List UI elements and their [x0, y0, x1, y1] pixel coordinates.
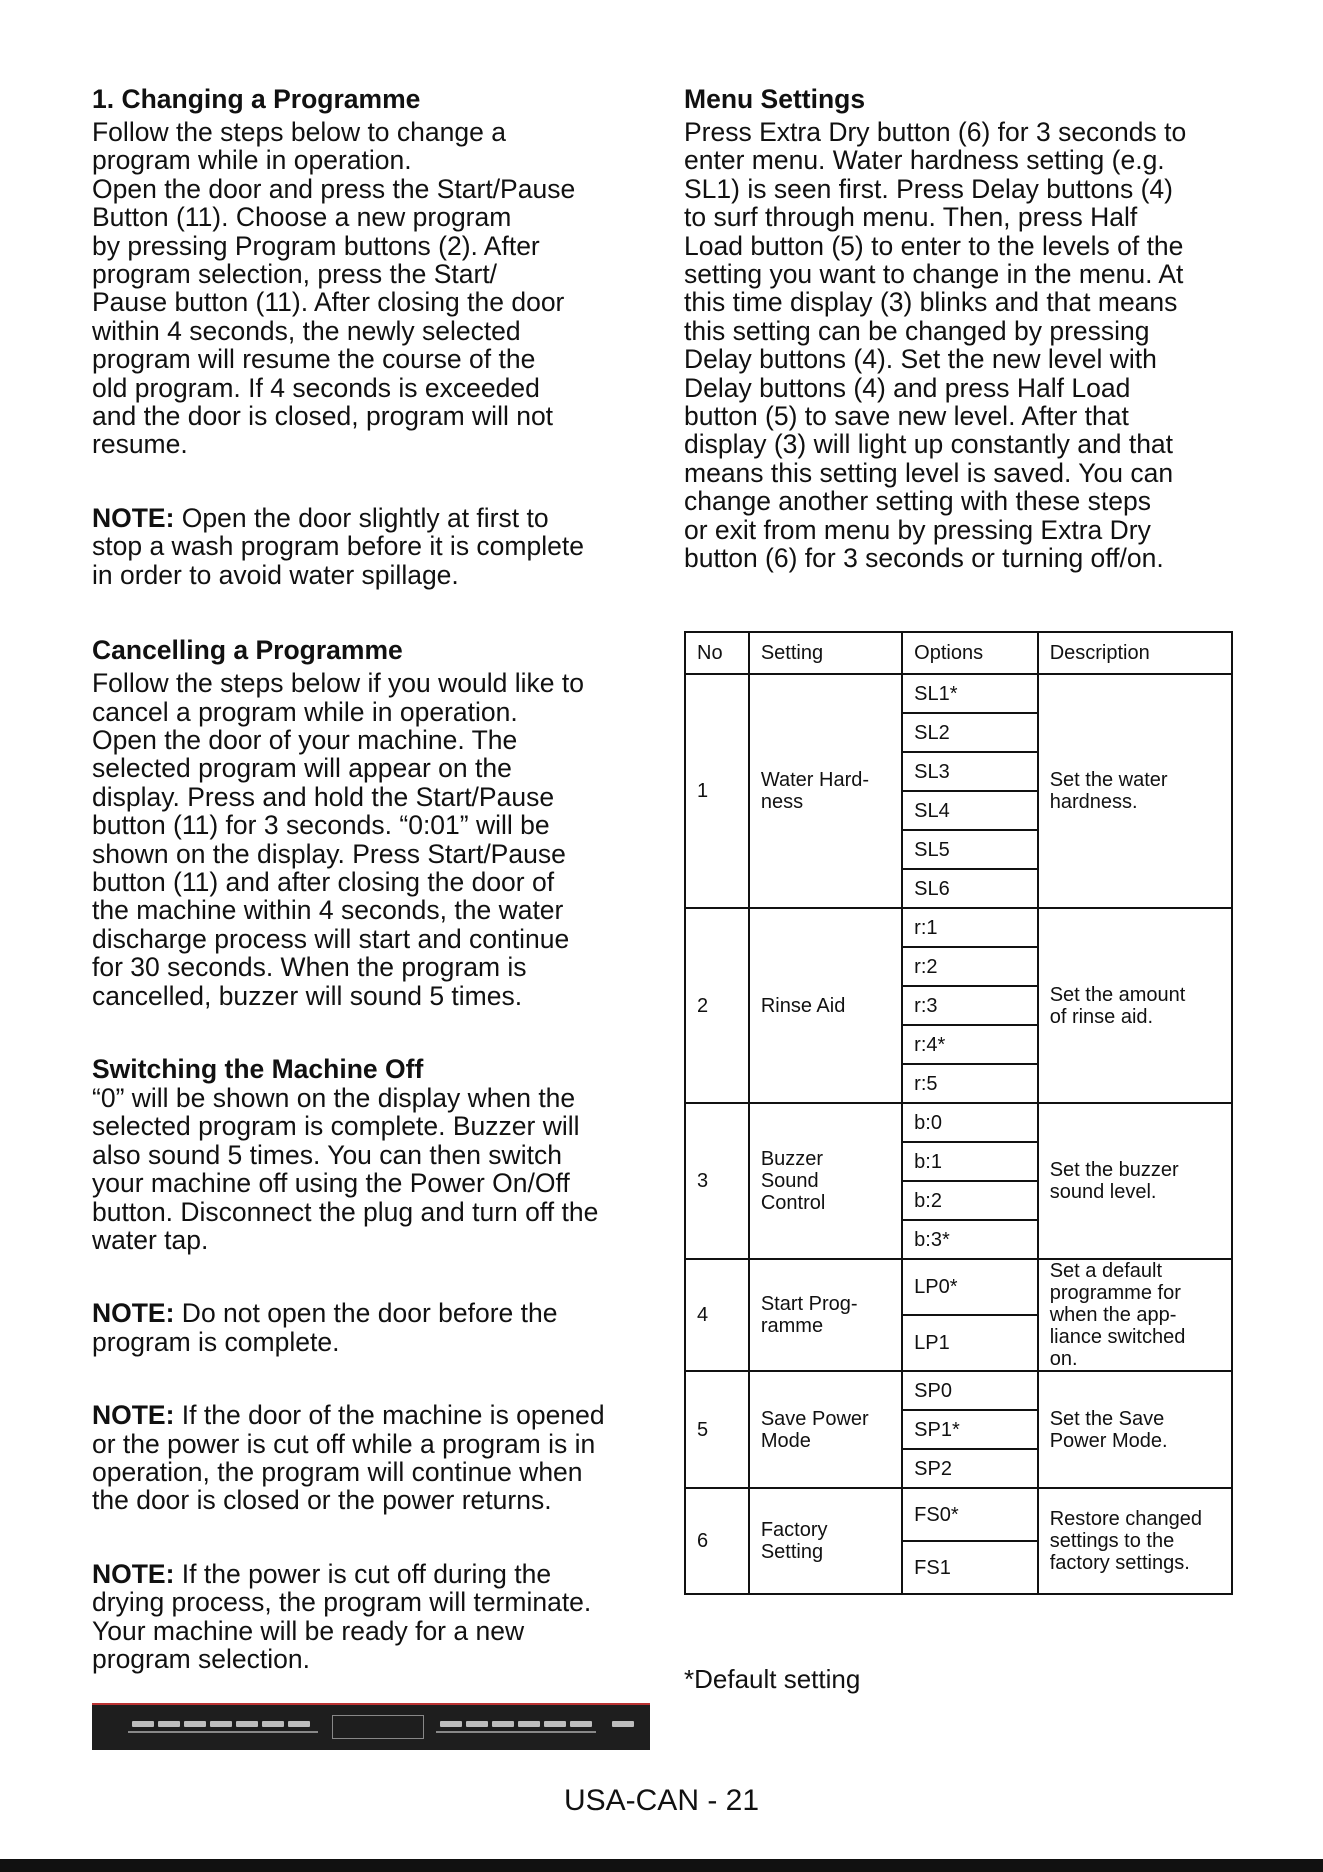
panel-button-icon	[612, 1721, 634, 1727]
panel-button-icon	[288, 1721, 310, 1727]
panel-button-icon	[236, 1721, 258, 1727]
text-line: Delay buttons (4). Set the new level with	[684, 344, 1157, 375]
setting-option: r:1	[902, 908, 1038, 947]
text-line: the door is closed or the power returns.	[92, 1485, 552, 1516]
header-no: No	[685, 632, 749, 674]
text-line: selected program will appear on the	[92, 753, 512, 784]
menu-settings-body	[684, 118, 1230, 573]
setting-option: SL3	[902, 752, 1038, 791]
text-line: Open the door and press the Start/Pause	[92, 173, 576, 204]
table-row	[685, 1488, 1232, 1541]
right-column	[684, 84, 1230, 573]
cancelling-heading: Cancelling a Programme	[92, 635, 403, 666]
setting-name: Rinse Aid	[749, 908, 902, 1103]
note-label: NOTE:	[92, 1558, 175, 1589]
setting-description: Set the water hardness.	[1038, 674, 1232, 908]
text-line: to surf through menu. Then, press Half	[684, 202, 1138, 233]
setting-description: Set a default programme for when the app- liance switched on.	[1038, 1259, 1232, 1371]
setting-option: SP0	[902, 1371, 1038, 1410]
text-line: change another setting with these steps	[684, 486, 1151, 517]
setting-option: SL1*	[902, 674, 1038, 713]
panel-button-icon	[570, 1721, 592, 1727]
default-footnote: *Default setting	[684, 1664, 861, 1694]
setting-option: FS0*	[902, 1488, 1038, 1541]
text-line: in order to avoid water spillage.	[92, 559, 459, 590]
setting-description: Set the buzzer sound level.	[1038, 1103, 1232, 1259]
text-line: cancelled, buzzer will sound 5 times.	[92, 980, 523, 1011]
text-line: program will resume the course of the	[92, 344, 536, 375]
setting-number: 2	[685, 908, 749, 1103]
text-line: drying process, the program will terminate.	[92, 1587, 592, 1618]
panel-button-icon	[544, 1721, 566, 1727]
text-line: this time display (3) blinks and that means	[684, 287, 1178, 318]
panel-button-icon	[158, 1721, 180, 1727]
text-line: also sound 5 times. You can then switch	[92, 1139, 562, 1170]
text-line: and the door is closed, program will not	[92, 401, 554, 432]
left-column	[92, 84, 652, 1673]
text-line: within 4 seconds, the newly selected	[92, 315, 521, 346]
settings-table	[684, 631, 1233, 1595]
text-line: button. Disconnect the plug and turn off the	[92, 1196, 599, 1227]
text-line: Press Extra Dry button (6) for 3 seconds to	[684, 117, 1187, 147]
setting-name: Start Prog- ramme	[749, 1259, 902, 1371]
header-options: Options	[902, 632, 1038, 674]
text-line: this setting can be changed by pressing	[684, 315, 1150, 346]
setting-option: r:5	[902, 1064, 1038, 1103]
text-line: your machine off using the Power On/Off	[92, 1168, 570, 1199]
setting-number: 1	[685, 674, 749, 908]
menu-settings-heading: Menu Settings	[684, 84, 866, 114]
table-row	[685, 1103, 1232, 1142]
text-line: resume.	[92, 429, 188, 460]
text-line: Follow the steps below to change a	[92, 117, 506, 147]
setting-name: Factory Setting	[749, 1488, 902, 1594]
setting-option: FS1	[902, 1541, 1038, 1594]
text-line: button (5) to save new level. After that	[684, 401, 1129, 432]
text-line: program selection, press the Start/	[92, 259, 498, 290]
text-line: cancel a program while in operation.	[92, 696, 518, 727]
text-line: discharge process will start and continue	[92, 923, 570, 954]
text-line: display. Press and hold the Start/Pause	[92, 781, 555, 812]
setting-description: Set the amount of rinse aid.	[1038, 908, 1232, 1103]
setting-option: LP1	[902, 1315, 1038, 1371]
text-line: button (11) for 3 seconds. “0:01” will be	[92, 810, 550, 841]
text-line: Open the door of your machine. The	[92, 724, 518, 755]
setting-number: 3	[685, 1103, 749, 1259]
panel-button-icon	[262, 1721, 284, 1727]
panel-display-icon	[332, 1715, 424, 1739]
changing-heading: 1. Changing a Programme	[92, 84, 421, 114]
setting-option: b:2	[902, 1181, 1038, 1220]
panel-button-icon	[184, 1721, 206, 1727]
setting-option: r:4*	[902, 1025, 1038, 1064]
text-line: means this setting level is saved. You can	[684, 457, 1174, 488]
text-line: for 30 seconds. When the program is	[92, 952, 527, 983]
control-panel-illustration	[92, 1703, 650, 1750]
text-line: program selection.	[92, 1644, 310, 1675]
text-line: Delay buttons (4) and press Half Load	[684, 372, 1131, 403]
table-row	[685, 674, 1232, 713]
setting-name: Save Power Mode	[749, 1371, 902, 1488]
text-line: display (3) will light up constantly and that	[684, 429, 1174, 460]
panel-button-icon	[518, 1721, 540, 1727]
panel-label-strip	[436, 1731, 596, 1733]
setting-option: SL4	[902, 791, 1038, 830]
text-line: the machine within 4 seconds, the water	[92, 895, 564, 926]
text-line: by pressing Program buttons (2). After	[92, 230, 540, 261]
setting-option: LP0*	[902, 1259, 1038, 1315]
note-power-cut: NOTE: If the door of the machine is opened or the power is cut off while a program is in operation, the program will continue when the door is closed or the power returns.	[92, 1401, 652, 1515]
note-label: NOTE:	[92, 1298, 175, 1329]
table-header-row	[685, 632, 1232, 674]
table-row	[685, 1259, 1232, 1315]
text-line: program while in operation.	[92, 145, 412, 176]
text-line: button (11) and after closing the door of	[92, 866, 555, 897]
setting-option: SL6	[902, 869, 1038, 908]
setting-description: Restore changed settings to the factory settings.	[1038, 1488, 1232, 1594]
text-line: water tap.	[92, 1225, 209, 1255]
setting-description: Set the Save Power Mode.	[1038, 1371, 1232, 1488]
panel-button-icon	[132, 1721, 154, 1727]
text-line: “0” will be shown on the display when the	[92, 1082, 576, 1113]
panel-label-strip	[128, 1731, 318, 1733]
text-line: button (6) for 3 seconds or turning off/on.	[684, 543, 1164, 574]
switching-body	[92, 1084, 652, 1254]
setting-option: b:0	[902, 1103, 1038, 1142]
table-row	[685, 908, 1232, 947]
bottom-rule	[0, 1859, 1323, 1872]
switching-heading: Switching the Machine Off	[92, 1053, 424, 1084]
page-number: USA-CAN - 21	[563, 1784, 760, 1817]
table-row	[685, 1371, 1232, 1410]
note-label: NOTE:	[92, 502, 175, 533]
text-line: or exit from menu by pressing Extra Dry	[684, 514, 1151, 545]
text-line: old program. If 4 seconds is exceeded	[92, 372, 540, 403]
header-setting: Setting	[749, 632, 902, 674]
header-description: Description	[1038, 632, 1232, 674]
setting-number: 5	[685, 1371, 749, 1488]
note-door: NOTE: Do not open the door before the program is complete.	[92, 1299, 652, 1356]
settings-table-body	[685, 674, 1232, 1594]
panel-button-icon	[440, 1721, 462, 1727]
changing-body	[92, 118, 652, 459]
text-line: Pause button (11). After closing the door	[92, 287, 565, 318]
setting-option: r:3	[902, 986, 1038, 1025]
text-line: selected program is complete. Buzzer will	[92, 1111, 580, 1142]
text-line: program is complete.	[92, 1326, 340, 1357]
text-line: or the power is cut off while a program is in	[92, 1428, 596, 1459]
panel-button-icon	[492, 1721, 514, 1727]
text-line: Load button (5) to enter to the levels of the	[684, 230, 1184, 261]
cancelling-body	[92, 669, 652, 1010]
text-line: setting you want to change in the menu. At	[684, 259, 1184, 290]
text-line: Your machine will be ready for a new	[92, 1615, 525, 1646]
setting-option: b:1	[902, 1142, 1038, 1181]
setting-option: SP1*	[902, 1410, 1038, 1449]
text-line: Follow the steps below if you would like to	[92, 668, 584, 699]
text-line: Button (11). Choose a new program	[92, 202, 512, 233]
setting-option: b:3*	[902, 1220, 1038, 1259]
note-label: NOTE:	[92, 1400, 175, 1431]
note-drying: NOTE: If the power is cut off during the drying process, the program will terminate. Your machine will be ready for a new program selection.	[92, 1560, 652, 1674]
setting-name: Water Hard- ness	[749, 674, 902, 908]
note-spillage: NOTE: Open the door slightly at first to stop a wash program before it is complete in order to avoid water spillage.	[92, 504, 652, 589]
setting-number: 6	[685, 1488, 749, 1594]
text-line: shown on the display. Press Start/Pause	[92, 838, 566, 869]
text-line: stop a wash program before it is complete	[92, 531, 584, 562]
text-line: enter menu. Water hardness setting (e.g.	[684, 145, 1165, 176]
text-line: operation, the program will continue when	[92, 1457, 583, 1488]
setting-option: SL2	[902, 713, 1038, 752]
setting-number: 4	[685, 1259, 749, 1371]
setting-option: SP2	[902, 1449, 1038, 1488]
panel-button-icon	[466, 1721, 488, 1727]
setting-name: Buzzer Sound Control	[749, 1103, 902, 1259]
text-line: SL1) is seen first. Press Delay buttons (4)	[684, 173, 1173, 204]
panel-button-icon	[210, 1721, 232, 1727]
setting-option: SL5	[902, 830, 1038, 869]
setting-option: r:2	[902, 947, 1038, 986]
